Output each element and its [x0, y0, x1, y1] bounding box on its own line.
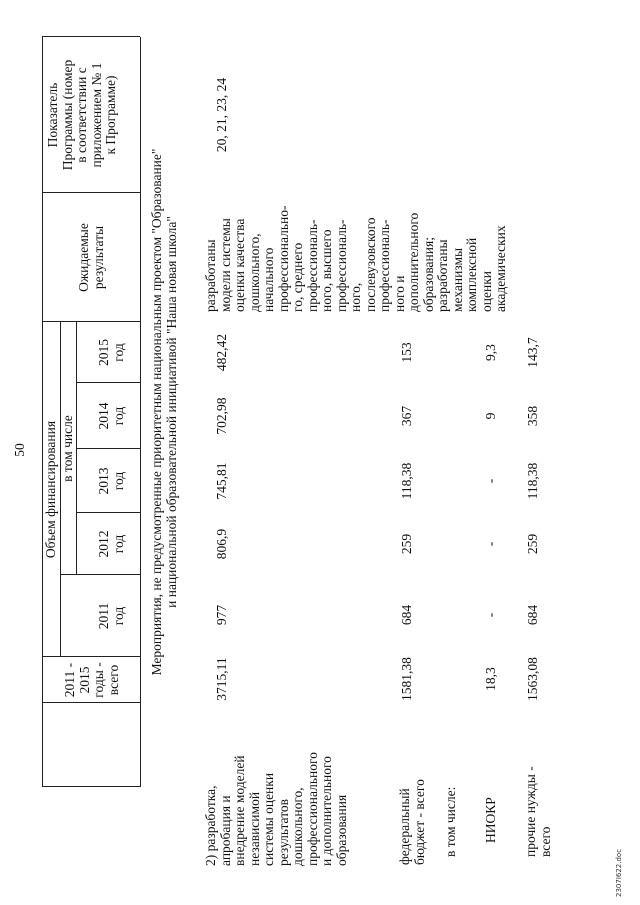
row-2-2015: 153: [399, 342, 414, 363]
header-year-2014: 2014 год: [96, 402, 126, 430]
row-1-2013: 745,81: [214, 462, 229, 500]
header-program-indicator: Показатель Программы (номер в соответствии с приложением № 1 к Программе): [45, 59, 118, 171]
row-4-2011: -: [483, 612, 498, 618]
row-4-name: НИОКР: [483, 797, 498, 843]
row-4-2013: -: [483, 478, 498, 484]
header-year-2011: 2011 год: [96, 602, 126, 630]
header-bottom-border: [140, 37, 141, 787]
row-1-2015: 482,42: [214, 333, 229, 372]
row-2-2012: 259: [399, 533, 414, 555]
row-5-2013: 118,38: [525, 462, 540, 500]
footer-file-code: 2307I622.doc: [615, 848, 623, 897]
section-title: Мероприятия, не предусмотренные приоритетным национальным проектом "Образование" и национальной образовательной инициативой "Наша новая школа": [149, 148, 179, 676]
row-5-name: прочие нужды - всего: [523, 766, 553, 857]
row-1-2014: 702,98: [214, 397, 229, 435]
header-total-years: 2011 - 2015 годы - всего: [62, 662, 121, 698]
row-1-expected-results: разработаны модели системы оценки качества дошкольного, начального профессионально- го, среднего профессиональ- ного, высшего профессиональ- ного, послевузовского профессиональ- ного и дополнительного образования; разработаны механизмы комплексной оценки академических: [203, 205, 508, 312]
row-5-2011: 684: [525, 604, 540, 626]
header-including: в том числе: [60, 415, 75, 482]
header-year-2013: 2013 год: [96, 467, 126, 495]
header-financing-title: Объем финансирования: [43, 420, 58, 559]
row-5-total: 1563,08: [525, 657, 540, 701]
row-2-total: 1581,38: [399, 657, 414, 701]
page-number: 50: [12, 443, 27, 457]
row-1-2012: 806,9: [214, 528, 229, 560]
row-1-2011: 977: [214, 604, 229, 626]
header-top-border: [42, 37, 43, 787]
row-4-2014: 9: [483, 412, 498, 420]
row-4-2015: 9,3: [483, 344, 498, 361]
row-2-2013: 118,38: [399, 462, 414, 500]
row-2-name: федеральный бюджет - всего: [397, 779, 427, 865]
header-year-2012: 2012 год: [96, 530, 126, 558]
row-5-2015: 143,7: [525, 337, 540, 368]
row-2-2014: 367: [399, 405, 414, 427]
row-1-indicator: 20, 21, 23, 24: [214, 77, 229, 153]
row-2-2011: 684: [399, 604, 414, 626]
row-4-2012: -: [483, 541, 498, 547]
row-4-total: 18,3: [483, 667, 498, 691]
col-line-0: [42, 786, 140, 787]
header-year-2015: 2015 год: [96, 339, 126, 366]
header-expected-results: Ожидаемые результаты: [76, 223, 106, 292]
row-3-including: в том числе:: [443, 786, 458, 857]
row-1-total: 3715,11: [214, 657, 229, 701]
row-1-name: 2) разработка, апробация и внедрение моделей независимой системы оценки результатов дошкольного, профессионального и дополнительного образования: [203, 752, 349, 866]
row-5-2014: 358: [525, 405, 540, 427]
row-5-2012: 259: [525, 533, 540, 555]
